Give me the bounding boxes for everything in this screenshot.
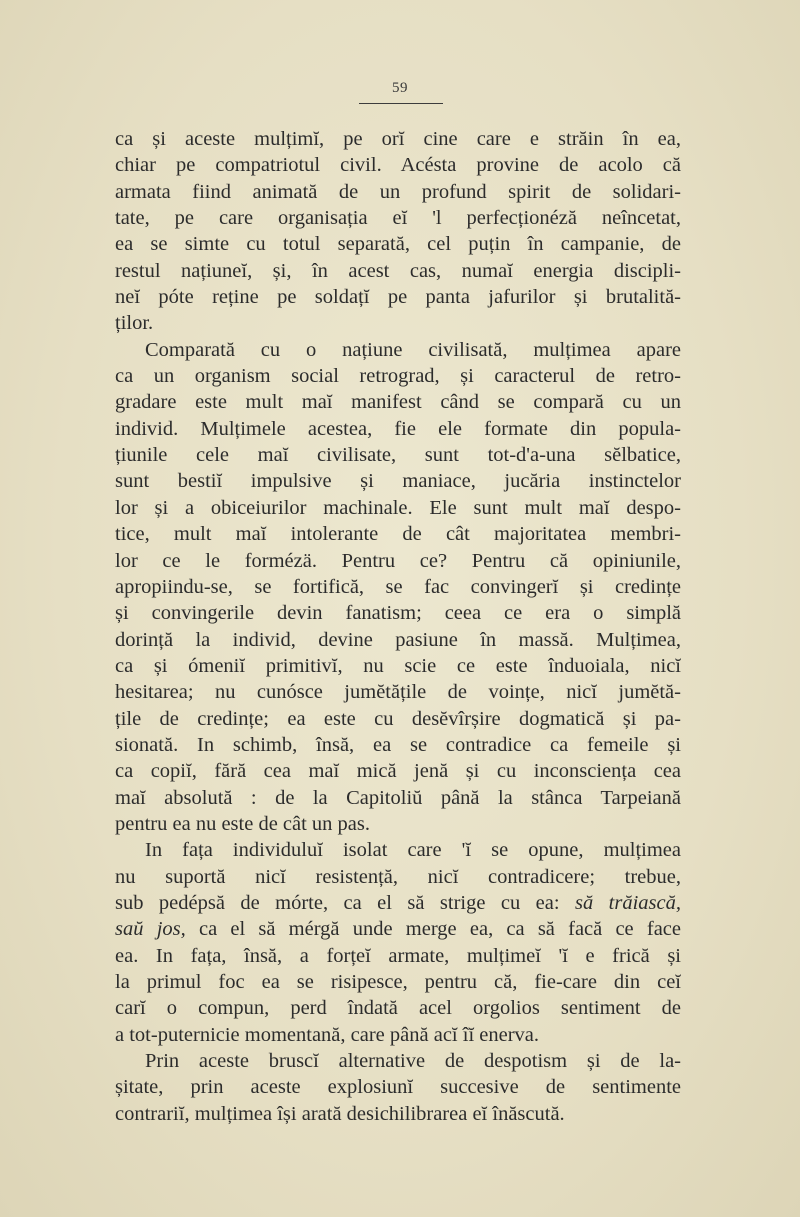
- text-line: contrariĭ, mulțimea își arată desichilibrarea eĭ înăscută.: [115, 1102, 565, 1125]
- text-line: ea se simte cu totul separată, cel puțin în campanie, de: [115, 233, 681, 256]
- text-line: individ. Mulțimele acestea, fie ele formate din popula-: [115, 417, 681, 440]
- text-line: țile de credințe; ea este cu desĕvîrșire dogmatică și pa-: [115, 707, 681, 730]
- text-line: ca și aceste mulțimĭ, pe orĭ cine care e străin în ea,: [115, 128, 681, 150]
- text-line: apropiindu-se, se fortifică, se fac convingerĭ și credințe: [115, 575, 681, 598]
- text-line: gradare este mult maĭ manifest când se compară cu un: [115, 391, 681, 414]
- text-line: a tot-puternicie momentană, care până acĭ îĭ enerva.: [115, 1023, 540, 1046]
- text-line: pentru ea nu este de cât un pas.: [115, 812, 371, 835]
- text-line: lor ce le formézä. Pentru ce? Pentru că opiniunile,: [115, 549, 681, 572]
- text-line: carĭ o compun, perd îndată acel orgolios sentiment de: [115, 997, 681, 1020]
- text-line: In fața individuluĭ isolat care 'ĭ se opune, mulțimea: [145, 839, 681, 862]
- text-line: ților.: [115, 312, 154, 335]
- text-line: țiunile cele maĭ civilisate, sunt tot-d'a-una sĕlbatice,: [115, 444, 681, 467]
- header-rule: [359, 103, 443, 104]
- italic-fragment: să trăiască,: [575, 891, 681, 914]
- text-line: ca un organism social retrograd, și caracterul de retro-: [115, 365, 681, 388]
- text-line: lor și a obiceiurilor machinale. Ele sunt mult maĭ despo-: [115, 496, 681, 519]
- body-text: [115, 126, 681, 1127]
- text-line-italic-mixed: [115, 916, 681, 942]
- text-line: sunt bestiĭ impulsive și maniace, jucăria instinctelor: [115, 470, 681, 493]
- text-line: ca copiĭ, fără cea maĭ mică jenă și cu inconsciența cea: [115, 760, 681, 783]
- text-line: nu suportă nicĭ resistență, nicĭ contradicere; trebue,: [115, 865, 681, 888]
- text-line-italic-mixed: [115, 890, 681, 916]
- text-line: dorință la individ, devine pasiune în massă. Mulțimea,: [115, 628, 681, 651]
- italic-fragment: saŭ jos,: [115, 918, 186, 941]
- text-line: șitate, prin aceste explosiunĭ succesive de sentimente: [115, 1076, 681, 1099]
- text-line: maĭ absolută : de la Capitoliŭ până la stânca Tarpeiană: [115, 786, 681, 809]
- text-line: tice, mult maĭ intolerante de cât majoritatea membri-: [115, 523, 681, 546]
- text-line: ca și ómeniĭ primitivĭ, nu scie ce este înduoiala, nicĭ: [115, 654, 681, 677]
- text-line: tate, pe care organisația eĭ 'l perfecționéză neîncetat,: [115, 207, 681, 230]
- text-line: Prin aceste bruscĭ alternative de despotism și de la-: [145, 1050, 681, 1073]
- text-line: restul națiuneĭ, și, în acest cas, numaĭ energia discipli-: [115, 259, 681, 282]
- text-line: la primul foc ea se risipesce, pentru că, fie-care din ceĭ: [115, 971, 681, 993]
- text-line: și convingerile devin fanatism; ceea ce era o simplă: [115, 602, 681, 625]
- text-line: ea. In fața, însă, a forțeĭ armate, mulțimeĭ 'ĭ e frică și: [115, 944, 681, 967]
- text-line: hesitarea; nu cunósce jumĕtățile de voințe, nicĭ jumĕtă-: [115, 681, 681, 704]
- text-line: neĭ póte reține pe soldațĭ pe panta jafurilor și brutalită-: [115, 286, 681, 309]
- text-fragment: ca el să mérgă unde merge ea, ca să facă ce face: [185, 918, 681, 941]
- text-line: Comparată cu o națiune civilisată, mulțimea apare: [145, 338, 681, 361]
- text-line: sionată. In schimb, însă, ea se contradice ca femeile și: [115, 733, 681, 756]
- page-number: 59: [392, 80, 408, 96]
- text-line: armata fiind animată de un profund spirit de solidari-: [115, 180, 681, 203]
- text-line: chiar pe compatriotul civil. Acésta provine de acolo că: [115, 154, 681, 177]
- text-fragment: sub pedépsă de mórte, ca el să strige cu ea:: [115, 891, 575, 914]
